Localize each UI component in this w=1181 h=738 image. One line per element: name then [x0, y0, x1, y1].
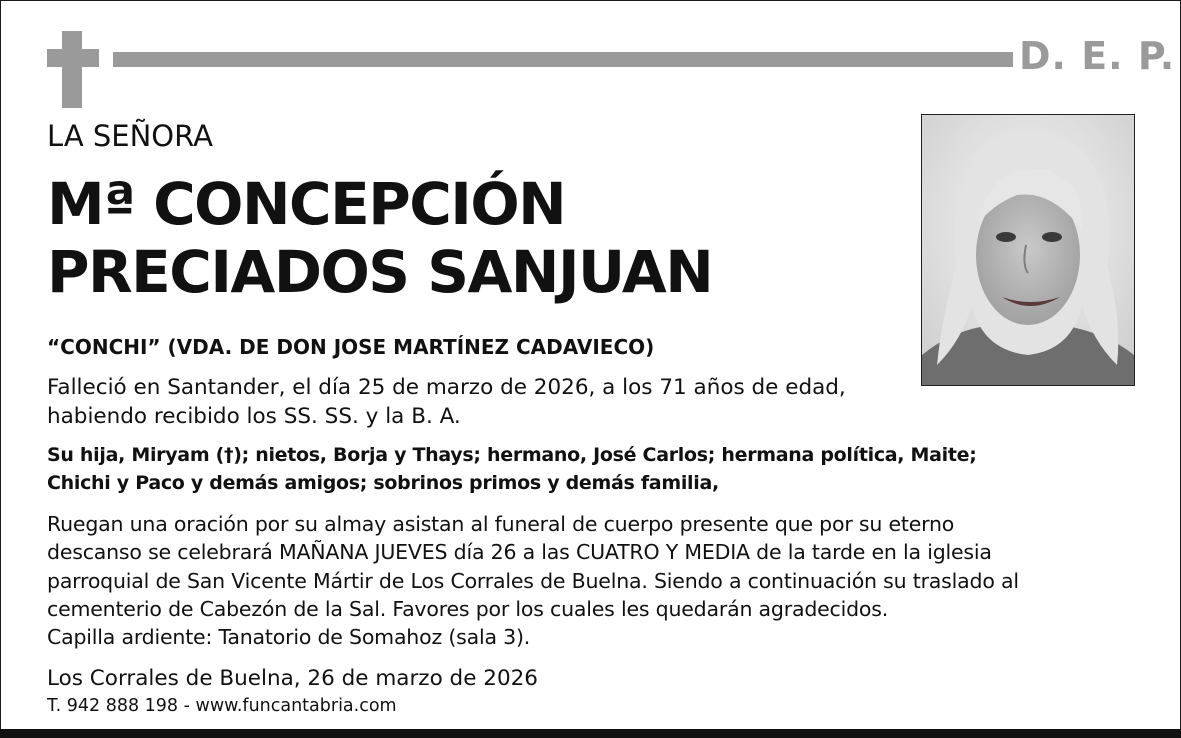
death-notice-line: Falleció en Santander, el día 25 de marzo de 2026, a los 71 años de edad,	[47, 375, 846, 400]
place-date: Los Corrales de Buelna, 26 de marzo de 2026	[47, 666, 538, 691]
funeral-line: parroquial de San Vicente Mártir de Los Corrales de Buelna. Siendo a continuación su traslado al	[47, 568, 1019, 593]
funeral-line: Capilla ardiente: Tanatorio de Somahoz (sala 3).	[47, 625, 531, 650]
name-line-2: PRECIADOS SANJUAN	[47, 238, 713, 306]
funeral-details	[47, 510, 1019, 651]
deceased-name	[47, 170, 712, 306]
dep-label: D. E. P.	[1019, 34, 1176, 78]
funeral-line: Ruegan una oración por su almay asistan al funeral de cuerpo presente que por su eterno	[47, 512, 955, 536]
contact-info: T. 942 888 198 - www.funcantabria.com	[47, 696, 397, 716]
alias-line: “CONCHI” (VDA. DE DON JOSE MARTÍNEZ CADAVIECO)	[47, 335, 655, 359]
family-line: Su hija, Miryam (†); nietos, Borja y Thays; hermano, José Carlos; hermana política, Maite;	[47, 444, 977, 466]
portrait-photo	[921, 114, 1135, 386]
family-list	[47, 441, 977, 497]
bottom-band	[0, 729, 1181, 738]
name-line-1: Mª CONCEPCIÓN	[47, 170, 566, 238]
death-notice-line: habiendo recibido los SS. SS. y la B. A.	[47, 404, 461, 429]
family-line: Chichi y Paco y demás amigos; sobrinos primos y demás familia,	[47, 472, 719, 494]
title-label: LA SEÑORA	[47, 119, 213, 153]
death-notice	[47, 373, 846, 431]
funeral-line: descanso se celebrará MAÑANA JUEVES día 26 a las CUATRO Y MEDIA de la tarde en la iglesia	[47, 540, 992, 565]
funeral-line: cementerio de Cabezón de la Sal. Favores por los cuales les quedarán agradecidos.	[47, 596, 889, 621]
header-rule	[113, 52, 1013, 67]
